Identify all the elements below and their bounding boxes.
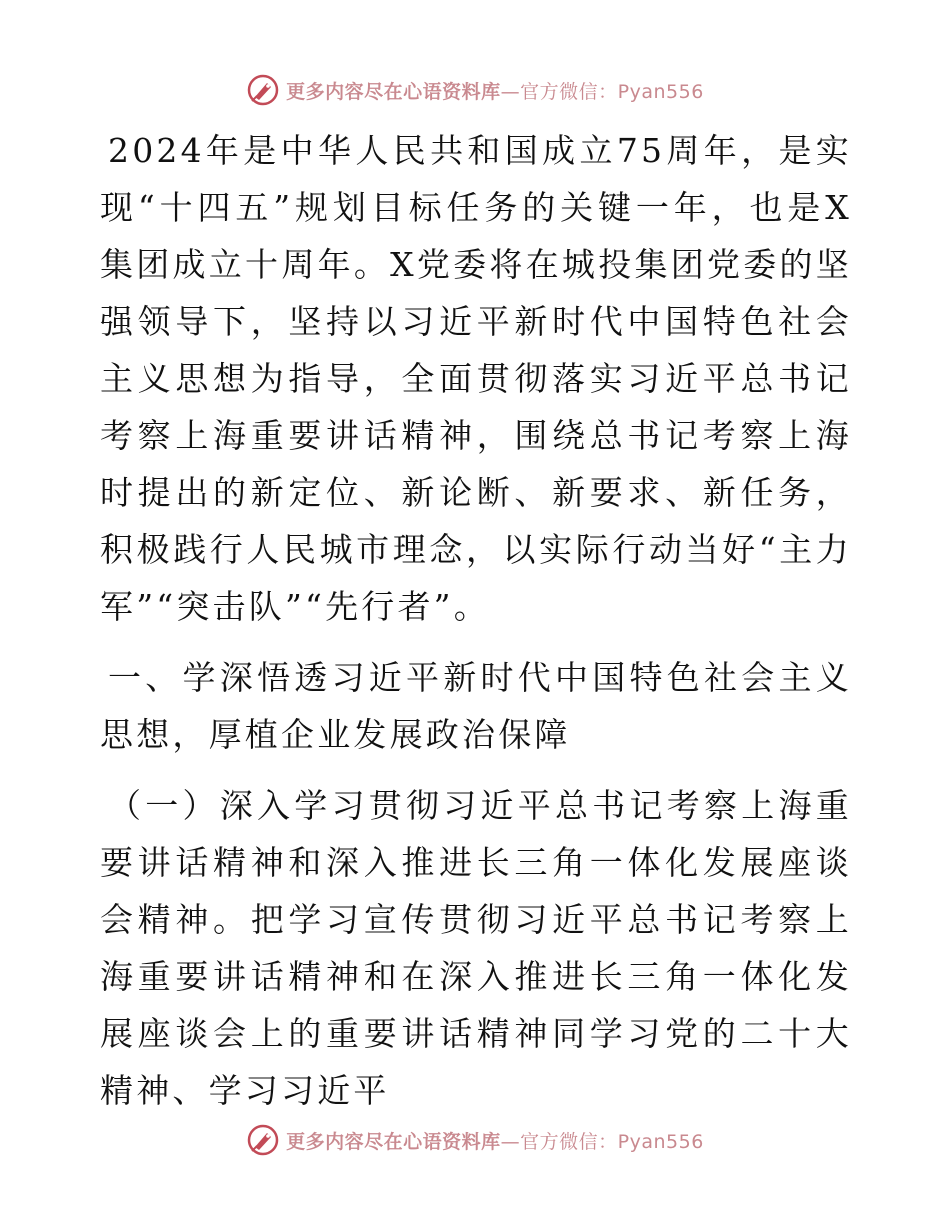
banner-text <box>286 1127 704 1154</box>
banner-text <box>286 77 704 104</box>
footer-watermark-banner <box>0 1120 950 1160</box>
banner-text-sub: —官方微信：Pyan556 <box>500 1130 704 1153</box>
subsection-paragraph-1: （一）深入学习贯彻习近平总书记考察上海重要讲话精神和深入推进长三角一体化发展座谈会精神。把学习宣传贯彻习近平总书记考察上海重要讲话精神和在深入推进长三角一体化发展座谈会上的重要讲话精神同学习党的二十大精神、学习习近平 <box>100 786 852 1110</box>
pen-nib-logo-icon <box>246 1123 280 1157</box>
section-heading-1: 一、学深悟透习近平新时代中国特色社会主义思想，厚植企业发展政治保障 <box>100 658 852 754</box>
banner-text-main: 更多内容尽在心语资料库 <box>286 1130 501 1153</box>
banner-text-sub: —官方微信：Pyan556 <box>500 80 704 103</box>
paragraph-intro: 2024年是中华人民共和国成立75周年，是实现“十四五”规划目标任务的关键一年，也是X集团成立十周年。X党委将在城投集团党委的坚强领导下，坚持以习近平新时代中国特色社会主义思想为指导，全面贯彻落实习近平总书记考察上海重要讲话精神，围绕总书记考察上海时提出的新定位、新论断、新要求、新任务，积极践行人民城市理念，以实际行动当好“主力军”“突击队”“先行者”。 <box>100 131 852 626</box>
document-body <box>100 122 852 1119</box>
header-watermark-banner <box>0 70 950 110</box>
pen-nib-logo-icon <box>246 73 280 107</box>
banner-text-main: 更多内容尽在心语资料库 <box>286 80 501 103</box>
